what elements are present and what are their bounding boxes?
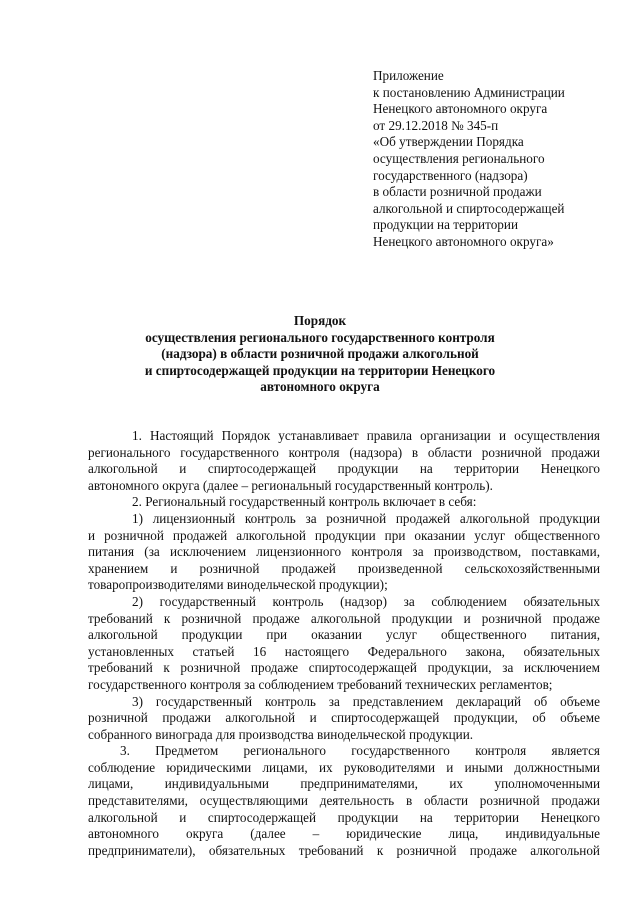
title-line: (надзора) в области розничной продажи алкогольной xyxy=(161,346,479,362)
annex-line: в области розничной продажи xyxy=(373,184,542,200)
body-line: собранного винограда для производства винодельческой продукции. xyxy=(88,726,474,742)
title-line: Порядок xyxy=(293,313,347,328)
body-line: 2. Региональный государственный контроль включает в себя: xyxy=(132,494,477,510)
annex-line: Ненецкого автономного округа xyxy=(373,101,548,117)
annex-line: к постановлению Администрации xyxy=(373,84,565,100)
body-line: 1) лицензионный контроль за розничной продажей алкогольной продукции xyxy=(132,510,600,526)
body-line: 3) государственный контроль за представлением деклараций об объеме xyxy=(132,693,600,709)
document-title xyxy=(60,313,580,396)
body-line: 1. Настоящий Порядок устанавливает правила организации и осуществления xyxy=(132,428,600,443)
title-line: осуществления регионального государственного контроля xyxy=(145,329,495,345)
body-line: алкогольной и спиртосодержащей продукции на территории Ненецкого xyxy=(88,809,600,825)
annex-line: Ненецкого автономного округа» xyxy=(373,233,554,249)
body-line: предприниматели), обязательных требований к розничной продаже алкогольной xyxy=(88,842,600,858)
annex-line: алкогольной и спиртосодержащей xyxy=(373,200,565,216)
annex-line: продукции на территории xyxy=(373,217,519,233)
body-line: 3. Предметом регионального государственного контроля является xyxy=(120,743,600,759)
body-line: хранением и розничной продажей произведенной сельскохозяйственными xyxy=(88,560,600,576)
document-body xyxy=(88,428,600,859)
title-line: автономного округа xyxy=(260,379,380,395)
annex-header xyxy=(373,68,623,251)
annex-line: осуществления регионального xyxy=(373,150,545,166)
body-line: установленных статьей 16 настоящего Федерального закона, обязательных xyxy=(88,643,600,659)
annex-line: Приложение xyxy=(373,68,444,83)
body-line: розничной продажи алкогольной и спиртосодержащей продукции, об объеме xyxy=(88,710,600,726)
body-line: лицами, индивидуальными предпринимателями, их уполномоченными xyxy=(88,776,600,792)
body-line: питания (за исключением лицензионного контроля за производством, поставками, xyxy=(88,544,600,560)
body-line: требований к розничной продаже алкогольной продукции и розничной продаже xyxy=(88,610,600,626)
body-line: 2) государственный контроль (надзор) за соблюдением обязательных xyxy=(132,593,600,609)
title-line: и спиртосодержащей продукции на территории Ненецкого xyxy=(144,362,496,378)
body-line: требований к розничной продаже спиртосодержащей продукции, за исключением xyxy=(88,660,600,676)
body-line: алкогольной продукции при оказании услуг общественного питания, xyxy=(88,627,600,643)
body-line: автономного округа (далее – юридические лица, индивидуальные xyxy=(88,826,600,842)
body-line: алкогольной и спиртосодержащей продукции на территории Ненецкого xyxy=(88,461,600,477)
body-line: представителями, осуществляющими деятельность в области розничной продажи xyxy=(88,793,600,809)
annex-line: от 29.12.2018 № 345-п xyxy=(373,117,499,133)
annex-line: «Об утверждении Порядка xyxy=(373,134,524,150)
body-line: соблюдение юридическими лицами, их руководителями и иными должностными xyxy=(88,759,600,775)
body-line: и розничной продажей алкогольной продукции при оказании услуг общественного xyxy=(88,527,600,543)
body-line: государственного контроля за соблюдением требований технических регламентов; xyxy=(88,676,553,692)
body-line: автономного округа (далее – региональный государственный контроль). xyxy=(88,477,493,493)
annex-line: государственного (надзора) xyxy=(373,167,528,183)
body-line: регионального государственного контроля (надзора) в области розничной продажи xyxy=(88,444,600,460)
body-line: товаропроизводителями винодельческой продукции); xyxy=(88,577,388,593)
